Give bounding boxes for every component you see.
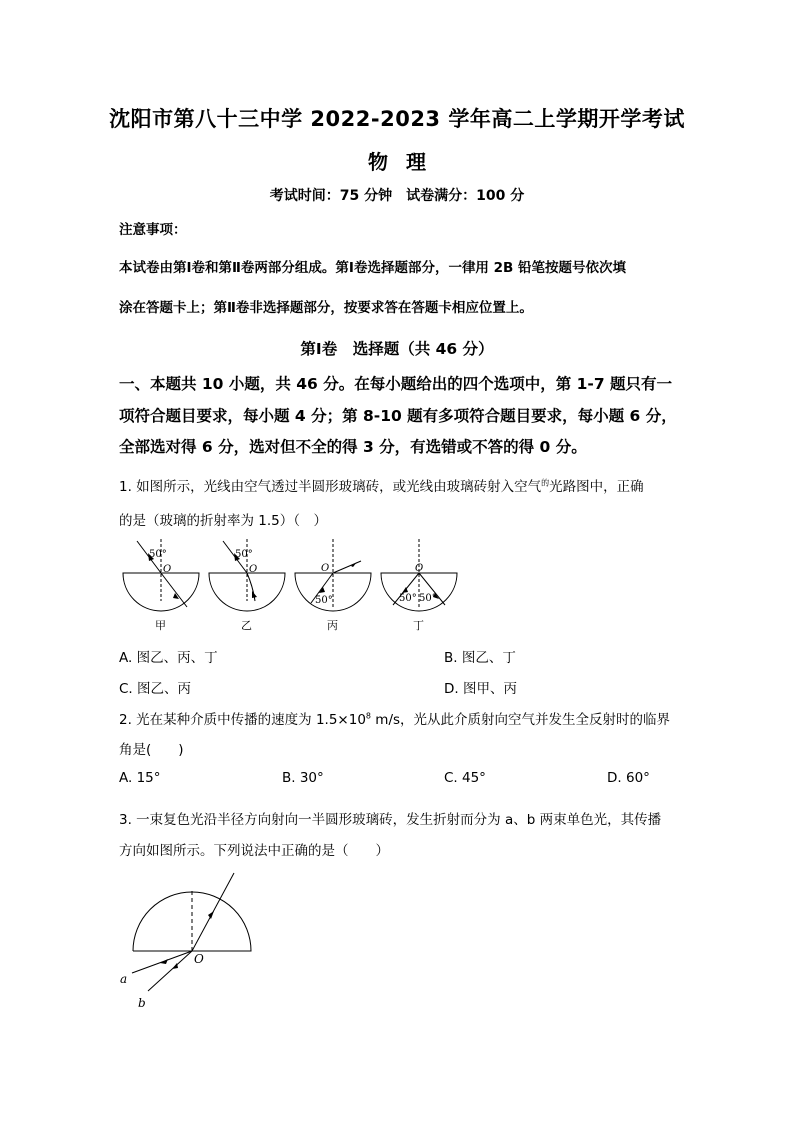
point-o-label: O: [249, 564, 258, 575]
figure-label-bing: 丙: [327, 619, 338, 632]
figure-label-yi: 乙: [241, 619, 252, 632]
subject-title: 物理: [368, 150, 444, 174]
q1-stem-line-2: 的是（玻璃的折射率为 1.5）（ ）: [119, 513, 328, 529]
q3-stem-line-2: 方向如图所示。下列说法中正确的是（ ）: [119, 843, 389, 859]
point-o-label: O: [415, 563, 424, 574]
point-o-label: O: [321, 563, 330, 574]
q1-stem-line-1: 1. 如图所示，光线由空气透过半圆形玻璃砖，或光线由玻璃砖射入空气$^的$光路图中，正确: [119, 478, 644, 495]
notes-heading: 注意事项：: [119, 222, 187, 238]
point-o-label: O: [163, 564, 172, 575]
q2-option-b: B. 30°: [282, 770, 324, 786]
angle-label: 50°: [419, 593, 437, 604]
angle-label: 50°: [235, 549, 253, 560]
section-intro-2: 项符合题目要求，每小题 4 分；第 8-10 题有多项符合题目要求，每小题 6 分，: [119, 407, 677, 425]
point-o-label: O: [194, 952, 204, 966]
ray-a-label: a: [120, 972, 128, 986]
q2-stem-line-1: 2. 光在某种介质中传播的速度为 $1.5\times 10^8$ m/s，光从此介质射向空气并发生全反射时的临界: [119, 711, 671, 728]
exam-info: 考试时间：75 分钟 试卷满分：100 分: [269, 188, 525, 204]
q2-stem-line-2: 角是( ): [119, 742, 184, 758]
angle-label: 50°: [315, 595, 333, 606]
section-heading: 第Ⅰ卷 选择题（共 46 分）: [300, 340, 494, 358]
notes-line-1: 本试卷由第Ⅰ卷和第Ⅱ卷两部分组成。第Ⅰ卷选择题部分，一律用 2B 铅笔按题号依次填: [119, 260, 627, 276]
q1-option-d: D. 图甲、丙: [444, 681, 517, 697]
figure-label-jia: 甲: [155, 619, 166, 632]
section-intro-3: 全部选对得 6 分，选对但不全的得 3 分，有选错或不答的得 0 分。: [119, 438, 587, 456]
q1-option-b: B. 图乙、丁: [444, 650, 516, 666]
notes-line-2: 涂在答题卡上；第Ⅱ卷非选择题部分，按要求答在答题卡相应位置上。: [119, 300, 533, 316]
q1-option-c: C. 图乙、丙: [119, 681, 192, 697]
q1-figure: [115, 535, 475, 635]
figure-label-ding: 丁: [413, 619, 424, 632]
figure-bing: [295, 539, 371, 611]
ray-b-label: b: [138, 996, 146, 1010]
angle-label: 50°: [399, 593, 417, 604]
exam-title: 沈阳市第八十三中学 2022-2023 学年高二上学期开学考试: [109, 107, 685, 131]
section-intro-1: 一、本题共 10 小题，共 46 分。在每小题给出的四个选项中，第 1-7 题只有一: [119, 375, 673, 393]
angle-label: 50°: [149, 549, 167, 560]
q3-stem-line-1: 3. 一束复色光沿半径方向射向一半圆形玻璃砖，发生折射而分为 a、b 两束单色光，其传播: [119, 812, 662, 828]
q1-option-a: A. 图乙、丙、丁: [119, 650, 218, 666]
q2-option-c: C. 45°: [444, 770, 486, 786]
q2-option-a: A. 15°: [119, 770, 161, 786]
q2-option-d: D. 60°: [607, 770, 650, 786]
q3-figure: [110, 865, 270, 1015]
